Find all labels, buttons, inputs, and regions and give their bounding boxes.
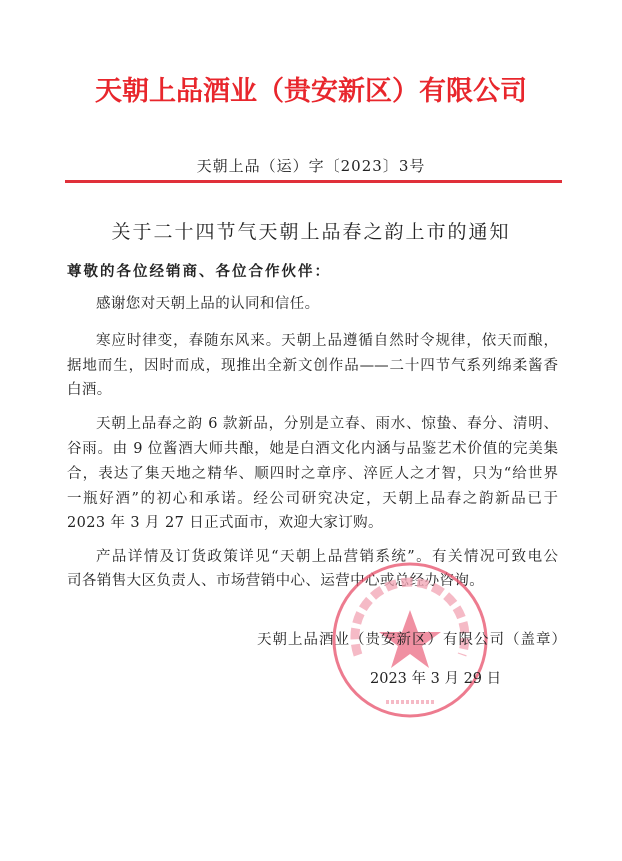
paragraph-2-line-3: 白酒。 [67,382,112,398]
paragraph-3-line-5: 2023 年 3 月 27 日正式面市，欢迎大家订购。 [67,515,383,531]
signature-date: 2023 年 3 月 29 日 [370,671,502,687]
signature-line: 天朝上品酒业（贵安新区）有限公司（盖章） [257,632,567,648]
notice-title: 关于二十四节气天朝上品春之韵上市的通知 [111,221,511,243]
document-number: 天朝上品（运）字〔2023〕3号 [196,157,426,175]
red-divider [65,180,562,183]
paragraph-3-line-2: 谷雨。由 9 位酱酒大师共酿，她是白酒文化内涵与品鉴艺术价值的完美集 [67,441,558,457]
paragraph-2-line-1: 寒应时律变，春随东风来。天朝上品遵循自然时令规律，依天而酿， [96,333,558,349]
paragraph-3-line-4: 一瓶好酒”的初心和承诺。经公司研究决定，天朝上品春之韵新品已于 [67,491,558,507]
paragraph-2-line-2: 据地而生，因时而成，现推出全新文创作品——二十四节气系列绵柔酱香 [67,358,558,374]
paragraph-4-line-2: 司各销售大区负责人、市场营销中心、运营中心或总经办咨询。 [67,573,485,589]
paragraph-3-line-3: 合，表达了集天地之精华、顺四时之章序、淬匠人之才智，只为“给世界 [67,466,558,482]
paragraph-1-line-1: 感谢您对天朝上品的认同和信任。 [96,296,320,312]
paragraph-3-line-1: 天朝上品春之韵 6 款新品，分别是立春、雨水、惊蛰、春分、清明、 [96,416,558,432]
paragraph-4-line-1: 产品详情及订货政策详见“天朝上品营销系统”。有关情况可致电公 [96,549,558,565]
salutation: 尊敬的各位经销商、各位合作伙伴： [67,263,331,280]
organization-letterhead: 天朝上品酒业（贵安新区）有限公司 [95,76,527,107]
